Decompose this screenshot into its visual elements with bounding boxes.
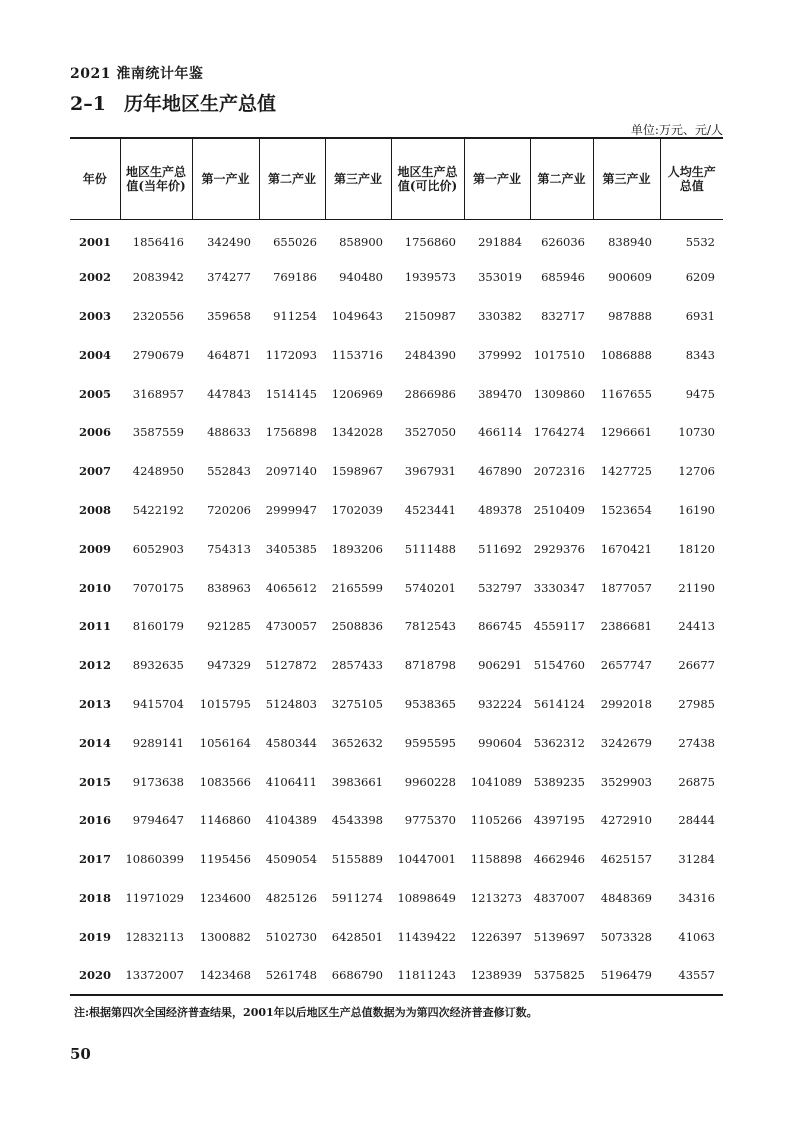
value-cell: 2386681 (600, 619, 652, 634)
value-cell: 4848369 (600, 890, 652, 905)
value-cell: 3967931 (404, 464, 456, 479)
value-cell: 1226397 (470, 929, 522, 944)
value-cell: 4625157 (600, 852, 652, 867)
value-cell: 1756860 (404, 234, 456, 249)
value-cell: 4825126 (265, 890, 317, 905)
table-row (70, 452, 723, 491)
value-cell: 4559117 (533, 619, 585, 634)
value-cell: 1309860 (533, 386, 585, 401)
column-header-primary-comparable: 第一产业 (464, 138, 530, 219)
value-cell: 1514145 (265, 386, 317, 401)
value-cell: 12832113 (125, 929, 184, 944)
value-cell: 2857433 (331, 658, 383, 673)
value-cell: 24413 (678, 619, 715, 634)
value-cell: 330382 (478, 308, 522, 323)
value-cell: 2510409 (533, 502, 585, 517)
value-cell: 291884 (478, 234, 522, 249)
value-cell: 1105266 (470, 813, 522, 828)
value-cell: 4837007 (533, 890, 585, 905)
value-cell: 1756898 (265, 425, 317, 440)
value-cell: 11811243 (397, 968, 456, 983)
year-cell: 2006 (78, 425, 111, 440)
value-cell: 1167655 (600, 386, 652, 401)
value-cell: 5422192 (132, 502, 184, 517)
table-row (70, 568, 723, 607)
value-cell: 3168957 (132, 386, 184, 401)
value-cell: 2072316 (533, 464, 585, 479)
column-header-secondary-current: 第二产业 (259, 138, 325, 219)
value-cell: 489378 (478, 502, 522, 517)
value-cell: 911254 (273, 308, 317, 323)
value-cell: 379992 (478, 347, 522, 362)
value-cell: 9775370 (404, 813, 456, 828)
value-cell: 1342028 (331, 425, 383, 440)
table-row (70, 491, 723, 530)
value-cell: 1702039 (331, 502, 383, 517)
value-cell: 1427725 (600, 464, 652, 479)
value-cell: 3587559 (132, 425, 184, 440)
value-cell: 1083566 (199, 774, 251, 789)
table-row (70, 801, 723, 840)
value-cell: 8718798 (404, 658, 456, 673)
value-cell: 488633 (207, 425, 251, 440)
value-cell: 9173638 (132, 774, 184, 789)
year-cell: 2004 (78, 347, 111, 362)
value-cell: 7812543 (404, 619, 456, 634)
value-cell: 2165599 (331, 580, 383, 595)
value-cell: 8160179 (132, 619, 184, 634)
running-head: 2021 淮南统计年鉴 (70, 66, 204, 82)
table-row (70, 529, 723, 568)
value-cell: 2992018 (600, 696, 652, 711)
value-cell: 5362312 (533, 735, 585, 750)
value-cell: 932224 (478, 696, 522, 711)
year-cell: 2015 (78, 774, 111, 789)
value-cell: 10447001 (397, 852, 456, 867)
value-cell: 3983661 (331, 774, 383, 789)
value-cell: 8932635 (132, 658, 184, 673)
value-cell: 990604 (478, 735, 522, 750)
footnote: 注:根据第四次全国经济普查结果，2001年以后地区生产总值数据为为第四次经济普查修订数。 (74, 1006, 538, 1019)
value-cell: 5389235 (533, 774, 585, 789)
value-cell: 655026 (273, 234, 317, 249)
value-cell: 2790679 (132, 347, 184, 362)
value-cell: 9960228 (404, 774, 456, 789)
value-cell: 626036 (541, 234, 585, 249)
value-cell: 26677 (678, 658, 715, 673)
value-cell: 838963 (207, 580, 251, 595)
value-cell: 447843 (207, 386, 251, 401)
table-body (70, 219, 723, 995)
value-cell: 754313 (207, 541, 251, 556)
year-cell: 2016 (78, 813, 111, 828)
value-cell: 18120 (678, 541, 715, 556)
table-row (70, 607, 723, 646)
value-cell: 12706 (678, 464, 715, 479)
value-cell: 5111488 (404, 541, 456, 556)
table-row (70, 956, 723, 995)
value-cell: 1238939 (470, 968, 522, 983)
value-cell: 2097140 (265, 464, 317, 479)
year-cell: 2019 (78, 929, 111, 944)
year-cell: 2014 (78, 735, 111, 750)
table-row (70, 762, 723, 801)
column-header-tertiary-comparable: 第三产业 (593, 138, 660, 219)
value-cell: 2508836 (331, 619, 383, 634)
column-header-secondary-comparable: 第二产业 (530, 138, 593, 219)
value-cell: 16190 (678, 502, 715, 517)
value-cell: 1939573 (404, 270, 456, 285)
year-cell: 2005 (78, 386, 111, 401)
value-cell: 7070175 (132, 580, 184, 595)
value-cell: 2320556 (132, 308, 184, 323)
value-cell: 1086888 (600, 347, 652, 362)
table-row (70, 723, 723, 762)
value-cell: 43557 (678, 968, 715, 983)
value-cell: 5154760 (533, 658, 585, 673)
value-cell: 10730 (678, 425, 715, 440)
table-row (70, 685, 723, 724)
value-cell: 4662946 (533, 852, 585, 867)
value-cell: 900609 (608, 270, 652, 285)
value-cell: 3242679 (600, 735, 652, 750)
value-cell: 11439422 (397, 929, 456, 944)
value-cell: 467890 (478, 464, 522, 479)
value-cell: 940480 (339, 270, 383, 285)
value-cell: 5911274 (331, 890, 383, 905)
value-cell: 1670421 (600, 541, 652, 556)
value-cell: 5740201 (404, 580, 456, 595)
value-cell: 1598967 (331, 464, 383, 479)
year-cell: 2009 (78, 541, 111, 556)
value-cell: 10860399 (125, 852, 184, 867)
value-cell: 1213273 (470, 890, 522, 905)
table-row (70, 258, 723, 297)
value-cell: 1423468 (199, 968, 251, 983)
column-header-gdp-current: 地区生产总值(当年价) (120, 138, 192, 219)
gdp-table (70, 137, 723, 996)
value-cell: 1300882 (199, 929, 251, 944)
value-cell: 1764274 (533, 425, 585, 440)
value-cell: 9415704 (132, 696, 184, 711)
value-cell: 27438 (678, 735, 715, 750)
value-cell: 1158898 (470, 852, 522, 867)
value-cell: 5614124 (533, 696, 585, 711)
value-cell: 34316 (678, 890, 715, 905)
value-cell: 4272910 (600, 813, 652, 828)
value-cell: 5375825 (533, 968, 585, 983)
year-cell: 2008 (78, 502, 111, 517)
value-cell: 3330347 (533, 580, 585, 595)
value-cell: 5073328 (600, 929, 652, 944)
value-cell: 5102730 (265, 929, 317, 944)
value-cell: 359658 (207, 308, 251, 323)
value-cell: 353019 (478, 270, 522, 285)
value-cell: 5127872 (265, 658, 317, 673)
value-cell: 2484390 (404, 347, 456, 362)
value-cell: 4104389 (265, 813, 317, 828)
value-cell: 466114 (478, 425, 522, 440)
value-cell: 9794647 (132, 813, 184, 828)
value-cell: 1049643 (331, 308, 383, 323)
value-cell: 4397195 (533, 813, 585, 828)
value-cell: 832717 (541, 308, 585, 323)
value-cell: 28444 (678, 813, 715, 828)
value-cell: 1856416 (132, 234, 184, 249)
year-cell: 2017 (78, 852, 111, 867)
value-cell: 1195456 (199, 852, 251, 867)
year-cell: 2020 (78, 968, 111, 983)
value-cell: 464871 (207, 347, 251, 362)
value-cell: 685946 (541, 270, 585, 285)
column-header-tertiary-current: 第三产业 (325, 138, 391, 219)
value-cell: 6931 (685, 308, 715, 323)
value-cell: 5155889 (331, 852, 383, 867)
value-cell: 3275105 (331, 696, 383, 711)
value-cell: 9289141 (132, 735, 184, 750)
value-cell: 10898649 (397, 890, 456, 905)
value-cell: 1893206 (331, 541, 383, 556)
value-cell: 921285 (207, 619, 251, 634)
value-cell: 1234600 (199, 890, 251, 905)
value-cell: 3652632 (331, 735, 383, 750)
value-cell: 5532 (685, 234, 715, 249)
table-row (70, 646, 723, 685)
value-cell: 11971029 (125, 890, 184, 905)
value-cell: 6686790 (331, 968, 383, 983)
table-number: 2–1 (70, 93, 106, 115)
page-number: 50 (70, 1045, 91, 1063)
year-cell: 2001 (78, 234, 111, 249)
value-cell: 9595595 (404, 735, 456, 750)
year-cell: 2012 (78, 658, 111, 673)
column-header-year: 年份 (82, 171, 107, 186)
value-cell: 3529903 (600, 774, 652, 789)
value-cell: 552843 (207, 464, 251, 479)
value-cell: 4580344 (265, 735, 317, 750)
value-cell: 5139697 (533, 929, 585, 944)
value-cell: 1172093 (265, 347, 317, 362)
column-header-gdp-comparable: 地区生产总值(可比价) (391, 138, 464, 219)
value-cell: 4248950 (132, 464, 184, 479)
year-cell: 2011 (78, 619, 111, 634)
column-header-primary-current: 第一产业 (192, 138, 259, 219)
value-cell: 9538365 (404, 696, 456, 711)
value-cell: 4730057 (265, 619, 317, 634)
value-cell: 374277 (207, 270, 251, 285)
year-cell: 2018 (78, 890, 111, 905)
value-cell: 720206 (207, 502, 251, 517)
value-cell: 342490 (207, 234, 251, 249)
value-cell: 1206969 (331, 386, 383, 401)
value-cell: 866745 (478, 619, 522, 634)
table-title (70, 89, 276, 116)
value-cell: 1296661 (600, 425, 652, 440)
value-cell: 1017510 (533, 347, 585, 362)
table-row (70, 413, 723, 452)
value-cell: 906291 (478, 658, 522, 673)
year-cell: 2013 (78, 696, 111, 711)
value-cell: 5261748 (265, 968, 317, 983)
value-cell: 532797 (478, 580, 522, 595)
value-cell: 947329 (207, 658, 251, 673)
value-cell: 769186 (273, 270, 317, 285)
value-cell: 2150987 (404, 308, 456, 323)
value-cell: 4523441 (404, 502, 456, 517)
value-cell: 21190 (678, 580, 715, 595)
value-cell: 13372007 (125, 968, 184, 983)
year-cell: 2002 (78, 270, 111, 285)
value-cell: 987888 (608, 308, 652, 323)
year-cell: 2007 (78, 464, 111, 479)
value-cell: 5124803 (265, 696, 317, 711)
value-cell: 1056164 (199, 735, 251, 750)
value-cell: 4065612 (265, 580, 317, 595)
value-cell: 31284 (678, 852, 715, 867)
column-header-per-capita: 人均生产总值 (660, 138, 723, 219)
value-cell: 6052903 (132, 541, 184, 556)
table-title-text: 历年地区生产总值 (123, 93, 276, 115)
value-cell: 4509054 (265, 852, 317, 867)
value-cell: 3527050 (404, 425, 456, 440)
value-cell: 5196479 (600, 968, 652, 983)
value-cell: 41063 (678, 929, 715, 944)
value-cell: 27985 (678, 696, 715, 711)
value-cell: 2866986 (404, 386, 456, 401)
value-cell: 4106411 (265, 774, 317, 789)
table-row (70, 840, 723, 879)
value-cell: 2929376 (533, 541, 585, 556)
value-cell: 3405385 (265, 541, 317, 556)
table-row (70, 335, 723, 374)
value-cell: 858900 (339, 234, 383, 249)
value-cell: 838940 (608, 234, 652, 249)
value-cell: 4543398 (331, 813, 383, 828)
value-cell: 1015795 (199, 696, 251, 711)
table-row (70, 374, 723, 413)
value-cell: 9475 (685, 386, 715, 401)
value-cell: 6428501 (331, 929, 383, 944)
value-cell: 2083942 (132, 270, 184, 285)
table-row (70, 879, 723, 918)
value-cell: 6209 (685, 270, 715, 285)
value-cell: 511692 (478, 541, 522, 556)
header-row (70, 138, 723, 219)
unit-label: 单位:万元、元/人 (630, 123, 723, 137)
value-cell: 8343 (685, 347, 715, 362)
value-cell: 26875 (678, 774, 715, 789)
value-cell: 1153716 (331, 347, 383, 362)
year-cell: 2010 (78, 580, 111, 595)
value-cell: 1877057 (600, 580, 652, 595)
value-cell: 389470 (478, 386, 522, 401)
table-row (70, 917, 723, 956)
value-cell: 1523654 (600, 502, 652, 517)
table-row (70, 297, 723, 336)
table-row (70, 219, 723, 258)
value-cell: 2657747 (600, 658, 652, 673)
year-cell: 2003 (78, 308, 111, 323)
value-cell: 1041089 (470, 774, 522, 789)
value-cell: 1146860 (199, 813, 251, 828)
value-cell: 2999947 (265, 502, 317, 517)
